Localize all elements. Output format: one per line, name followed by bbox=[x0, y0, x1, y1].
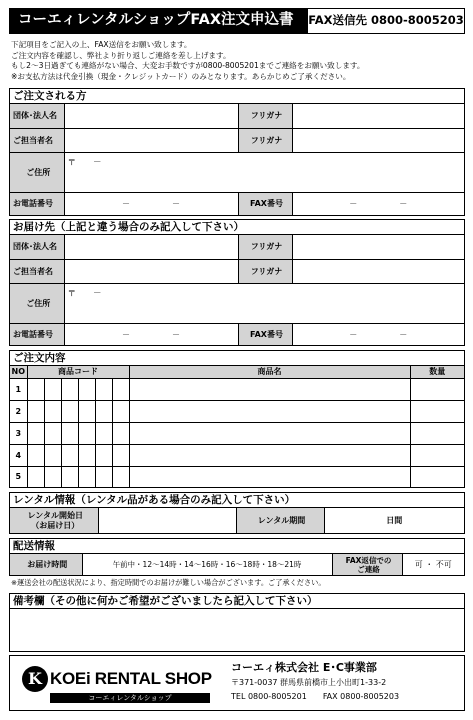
product-name-cell[interactable] bbox=[129, 400, 410, 422]
delivery-table bbox=[10, 235, 464, 345]
furigana-label: フリガナ bbox=[238, 235, 292, 259]
furigana-input[interactable] bbox=[292, 235, 464, 259]
company-contact: TEL 0800-8005201 FAX 0800-8005203 bbox=[231, 692, 400, 701]
code-cell[interactable] bbox=[78, 400, 95, 422]
code-cell[interactable] bbox=[112, 444, 129, 466]
quantity-cell[interactable] bbox=[410, 422, 464, 444]
quantity-cell[interactable] bbox=[410, 466, 464, 487]
address-input[interactable] bbox=[64, 283, 464, 323]
table-row bbox=[10, 444, 464, 466]
address-label: ご住所 bbox=[10, 283, 64, 323]
code-cell[interactable] bbox=[61, 422, 78, 444]
company-logo bbox=[10, 656, 223, 710]
phone-input[interactable]: － － bbox=[64, 192, 238, 215]
delivery-time-options[interactable]: 午前中・12～14時・14～16時・16～18時・18～21時 bbox=[82, 554, 332, 575]
col-name-header: 商品名 bbox=[129, 366, 410, 378]
rental-period-label: レンタル期間 bbox=[236, 508, 324, 533]
table-row bbox=[10, 400, 464, 422]
instruction-line: 下記項目をご記入の上、FAX送信をお願い致します。 bbox=[11, 40, 192, 49]
orderer-section bbox=[9, 88, 465, 216]
row-number: 3 bbox=[10, 422, 27, 444]
product-name-cell[interactable] bbox=[129, 422, 410, 444]
fax-label: FAX番号 bbox=[238, 323, 292, 345]
remarks-section bbox=[9, 593, 465, 652]
code-cell[interactable] bbox=[95, 400, 112, 422]
code-cell[interactable] bbox=[78, 378, 95, 400]
furigana-input[interactable] bbox=[292, 104, 464, 128]
logo-mark: K bbox=[22, 666, 48, 692]
delivery-time-label: お届け時間 bbox=[10, 554, 82, 575]
rental-start-label: レンタル開始日 （お届け日） bbox=[10, 508, 98, 533]
order-section bbox=[9, 350, 465, 488]
postal-mark: 〒 － bbox=[67, 157, 102, 168]
col-no-header: NO bbox=[11, 367, 25, 377]
fax-input[interactable]: － － bbox=[292, 323, 464, 345]
rental-period-input[interactable] bbox=[324, 508, 464, 533]
row-number: 5 bbox=[10, 466, 27, 487]
fax-destination: FAX送信先 0800-8005203 bbox=[308, 13, 464, 27]
quantity-cell[interactable] bbox=[410, 444, 464, 466]
furigana-input[interactable] bbox=[292, 128, 464, 152]
company-input[interactable] bbox=[64, 104, 238, 128]
code-cell[interactable] bbox=[61, 466, 78, 487]
code-cell[interactable] bbox=[27, 400, 44, 422]
fax-reply-label: FAX返信での ご連絡 bbox=[332, 554, 402, 575]
person-label: ご担当者名 bbox=[10, 128, 64, 152]
rental-section-title: レンタル情報（レンタル品がある場合のみ記入して下さい） bbox=[10, 493, 464, 508]
furigana-label: フリガナ bbox=[238, 259, 292, 283]
row-number: 4 bbox=[10, 444, 27, 466]
rental-table bbox=[10, 508, 464, 533]
person-input[interactable] bbox=[64, 259, 238, 283]
address-input[interactable] bbox=[64, 152, 464, 192]
remarks-input[interactable] bbox=[10, 609, 464, 651]
fax-label: FAX番号 bbox=[238, 192, 292, 215]
table-row bbox=[10, 466, 464, 487]
code-cell[interactable] bbox=[27, 378, 44, 400]
code-cell[interactable] bbox=[44, 466, 61, 487]
rental-section bbox=[9, 492, 465, 534]
instruction-line: ご注文内容を確認し、弊社より折り返しご連絡を差し上げます。 bbox=[11, 50, 231, 60]
company-label: 団体･法人名 bbox=[10, 104, 64, 128]
person-label: ご担当者名 bbox=[10, 259, 64, 283]
product-name-cell[interactable] bbox=[129, 378, 410, 400]
row-number: 2 bbox=[10, 400, 27, 422]
code-cell[interactable] bbox=[61, 400, 78, 422]
code-cell[interactable] bbox=[95, 466, 112, 487]
furigana-input[interactable] bbox=[292, 259, 464, 283]
code-cell[interactable] bbox=[44, 444, 61, 466]
person-input[interactable] bbox=[64, 128, 238, 152]
remarks-section-title: 備考欄（その他に何かご希望がございましたら記入して下さい） bbox=[10, 594, 464, 609]
col-code-header: 商品コード bbox=[27, 366, 129, 378]
order-section-title: ご注文内容 bbox=[10, 351, 464, 366]
form-title: コーエィレンタルショップFAX注文申込書 bbox=[10, 9, 308, 33]
company-input[interactable] bbox=[64, 235, 238, 259]
code-cell[interactable] bbox=[61, 378, 78, 400]
code-cell[interactable] bbox=[44, 400, 61, 422]
company-label: 団体･法人名 bbox=[10, 235, 64, 259]
days-unit: 日間 bbox=[386, 516, 403, 525]
code-cell[interactable] bbox=[95, 378, 112, 400]
code-cell[interactable] bbox=[112, 422, 129, 444]
orderer-section-title: ご注文される方 bbox=[10, 89, 464, 104]
quantity-cell[interactable] bbox=[410, 378, 464, 400]
table-row bbox=[10, 378, 464, 400]
instruction-line: ※お支払方法は代金引換（現金・クレジットカード）のみとなります。あらかじめご了承ください。 bbox=[11, 71, 351, 81]
code-cell[interactable] bbox=[61, 444, 78, 466]
company-footer bbox=[9, 655, 465, 711]
code-cell[interactable] bbox=[95, 422, 112, 444]
shipping-section-title: 配送情報 bbox=[10, 539, 464, 554]
instructions bbox=[11, 40, 463, 82]
product-name-cell[interactable] bbox=[129, 444, 410, 466]
table-row bbox=[10, 422, 464, 444]
rental-start-input[interactable] bbox=[98, 508, 236, 533]
col-qty-header: 数量 bbox=[410, 366, 464, 378]
code-cell[interactable] bbox=[78, 422, 95, 444]
delivery-address-section bbox=[9, 219, 465, 346]
code-cell[interactable] bbox=[112, 466, 129, 487]
row-number: 1 bbox=[10, 378, 27, 400]
code-cell[interactable] bbox=[112, 400, 129, 422]
shipping-table bbox=[10, 554, 464, 575]
instruction-line: もし2～3日過ぎても連絡がない場合、大変お手数ですが0800-8005201までご連絡をお願い致します。 bbox=[11, 61, 365, 70]
order-table bbox=[10, 366, 464, 487]
fax-reply-options[interactable]: 可 ・ 不可 bbox=[402, 554, 464, 575]
furigana-label: フリガナ bbox=[238, 104, 292, 128]
code-cell[interactable] bbox=[112, 378, 129, 400]
logo-subtitle: コーエィレンタルショップ bbox=[50, 693, 210, 703]
code-cell[interactable] bbox=[78, 444, 95, 466]
code-cell[interactable] bbox=[27, 422, 44, 444]
phone-label: お電話番号 bbox=[10, 323, 64, 345]
company-address: 〒371-0037 群馬県前橋市上小出町1-33-2 bbox=[231, 678, 387, 687]
code-cell[interactable] bbox=[95, 444, 112, 466]
orderer-table bbox=[10, 104, 464, 215]
form-header bbox=[9, 8, 465, 34]
phone-input[interactable]: － － bbox=[64, 323, 238, 345]
product-name-cell[interactable] bbox=[129, 466, 410, 487]
quantity-cell[interactable] bbox=[410, 400, 464, 422]
delivery-section-title: お届け先（上記と違う場合のみ記入して下さい） bbox=[10, 220, 464, 235]
code-cell[interactable] bbox=[27, 466, 44, 487]
company-info bbox=[223, 656, 464, 710]
shipping-note: ※運送会社の配送状況により、指定時間でのお届けが難しい場合がございます。ご了承ください。 bbox=[11, 578, 326, 587]
shipping-section bbox=[9, 538, 465, 576]
phone-label: お電話番号 bbox=[10, 192, 64, 215]
postal-mark: 〒 － bbox=[67, 288, 102, 299]
address-label: ご住所 bbox=[10, 152, 64, 192]
fax-input[interactable]: － － bbox=[292, 192, 464, 215]
logo-text: KOEi RENTAL SHOP bbox=[50, 669, 212, 688]
code-cell[interactable] bbox=[78, 466, 95, 487]
code-cell[interactable] bbox=[44, 378, 61, 400]
code-cell[interactable] bbox=[27, 444, 44, 466]
furigana-label: フリガナ bbox=[238, 128, 292, 152]
company-name: コーエィ株式会社 E･C事業部 bbox=[231, 661, 377, 674]
code-cell[interactable] bbox=[44, 422, 61, 444]
